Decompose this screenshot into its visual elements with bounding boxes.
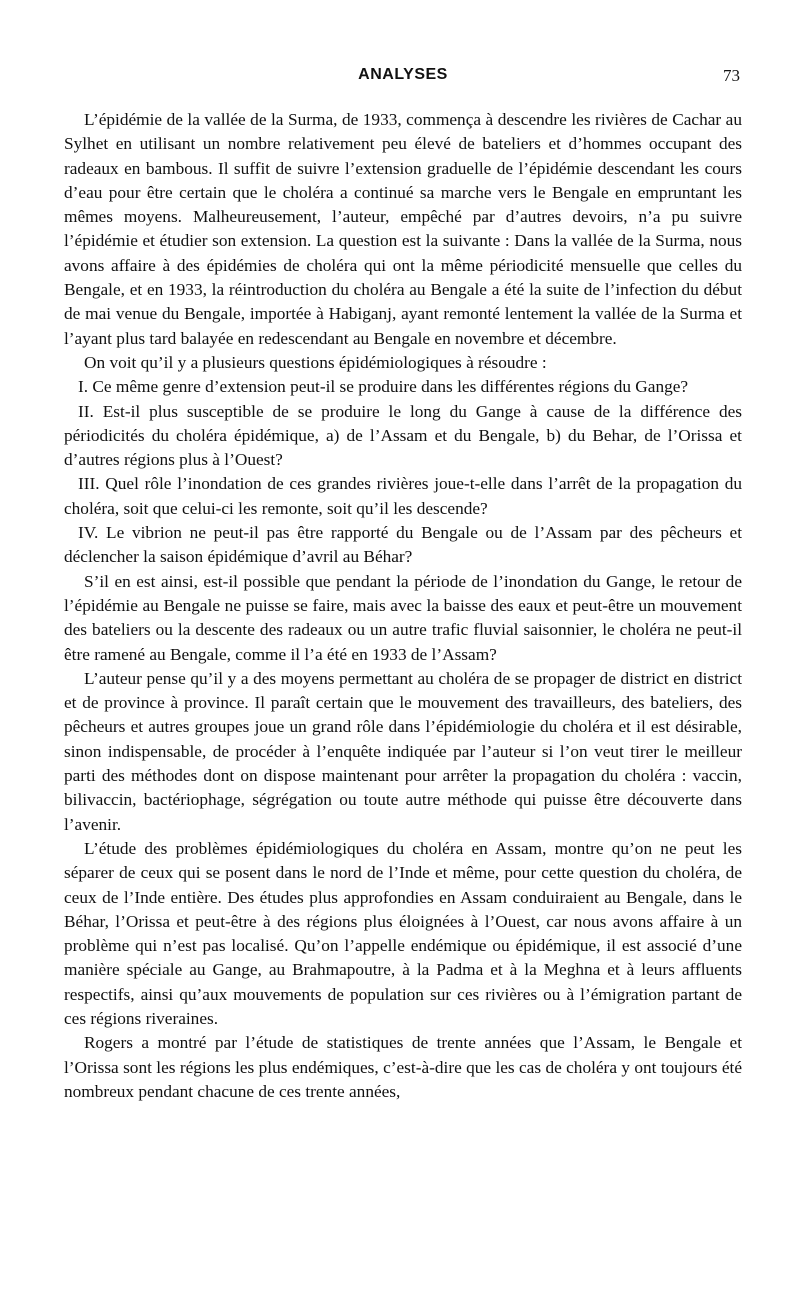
paragraph-rogers-statistics: Rogers a montré par l’étude de statistiques de trente années que l’Assam, le Bengale et l’Orissa sont les régions les plus endémiques, c’est-à-dire que les cas de choléra y ont toujours été nombreux pendant chacune de ces trente années, [64, 1033, 742, 1101]
paragraph-assam-study: L’étude des problèmes épidémiologiques du choléra en Assam, montre qu’on ne peut les séparer de ceux qui se posent dans le nord de l’Inde et même, pour cette question du choléra, de ceux de l’Inde entière. Des études plus approfondies en Assam conduiraient au Bengale, dans le Béhar, l’Orissa et peut-être à des régions plus éloignées à l’Ouest, car nous avons affaire à un problème qui n’est pas localisé. Qu’on l’appelle endémique ou épidémique, il est associé d’une manière spéciale au Gange, au Brahmapoutre, à la Padma et à la Meghna et à leurs affluents respectifs, ainsi qu’aux mouvements de population sur ces rivières ou à l’émigration partant de ces régions riveraines. [64, 838, 742, 1028]
paragraph-questions-intro: On voit qu’il y a plusieurs questions épidémiologiques à résoudre : [84, 352, 547, 372]
question-3: III. Quel rôle l’inondation de ces grandes rivières joue-t-elle dans l’arrêt de la propagation du choléra, soit que celui-ci les remonte, soit qu’il les descende? [64, 474, 742, 518]
running-title: ANALYSES [358, 66, 448, 83]
paragraph-flood-return: S’il en est ainsi, est-il possible que pendant la période de l’inondation du Gange, le retour de l’épidémie au Bengale ne puisse se faire, mais avec la baisse des eaux et peut-être un mouvement des bateliers ou la descente des radeaux ou un autre trafic fluvial saisonnier, le choléra ne peut-il être ramené au Bengale, comme il l’a été en 1933 de l’Assam? [64, 571, 742, 664]
page-header [64, 60, 742, 94]
paragraph-surma-epidemic: L’épidémie de la vallée de la Surma, de 1933, commença à descendre les rivières de Cachar au Sylhet en utilisant un nombre relativement peu élevé de bateliers et d’hommes occupant des radeaux en bambous. Il suffit de suivre l’extension graduelle de l’épidémie descendant les cours d’eau pour être certain que le choléra a continué sa marche vers le Bengale en empruntant les mêmes moyens. Malheureusement, l’auteur, empêché par d’autres devoirs, n’a pu suivre l’épidémie et étudier son extension. La question est la suivante : Dans la vallée de la Surma, nous avons affaire à des épidémies de choléra qui ont la même périodicité mensuelle que celles du Bengale, et en 1933, la réintroduction du choléra au Bengale a été la suite de l’infection du début de mai venue du Bengale, importée à Habiganj, ayant remonté lentement la vallée de la Surma et l’ayant plus tard balayée en redescendant au Bengale en novembre et décembre. [64, 110, 742, 348]
paragraph-author-means: L’auteur pense qu’il y a des moyens permettant au choléra de se propager de district en district et de province à province. Il paraît certain que le mouvement des travailleurs, des bateliers, des pêcheurs et autres groupes joue un grand rôle dans l’épidémiologie du choléra et il est désirable, sinon indispensable, de procéder à l’enquête indiquée par l’auteur si l’on veut tirer le meilleur parti des méthodes dont on dispose maintenant pour arrêter la propagation du choléra : vaccin, bilivaccin, bactériophage, ségrégation ou toute autre méthode qui puisse être découverte dans l’avenir. [64, 668, 742, 834]
document-page [64, 60, 742, 1104]
question-2: II. Est-il plus susceptible de se produire le long du Gange à cause de la différence des périodicités du choléra épidémique, a) de l’Assam et du Bengale, b) du Behar, de l’Orissa et d’autres régions plus à l’Ouest? [64, 401, 742, 470]
question-1: I. Ce même genre d’extension peut-il se produire dans les différentes régions du Gange? [78, 377, 689, 397]
page-number: 73 [723, 66, 740, 85]
question-4: IV. Le vibrion ne peut-il pas être rapporté du Bengale ou de l’Assam par des pêcheurs et déclencher la saison épidémique d’avril au Béhar? [64, 523, 742, 567]
body-text [64, 108, 742, 1104]
